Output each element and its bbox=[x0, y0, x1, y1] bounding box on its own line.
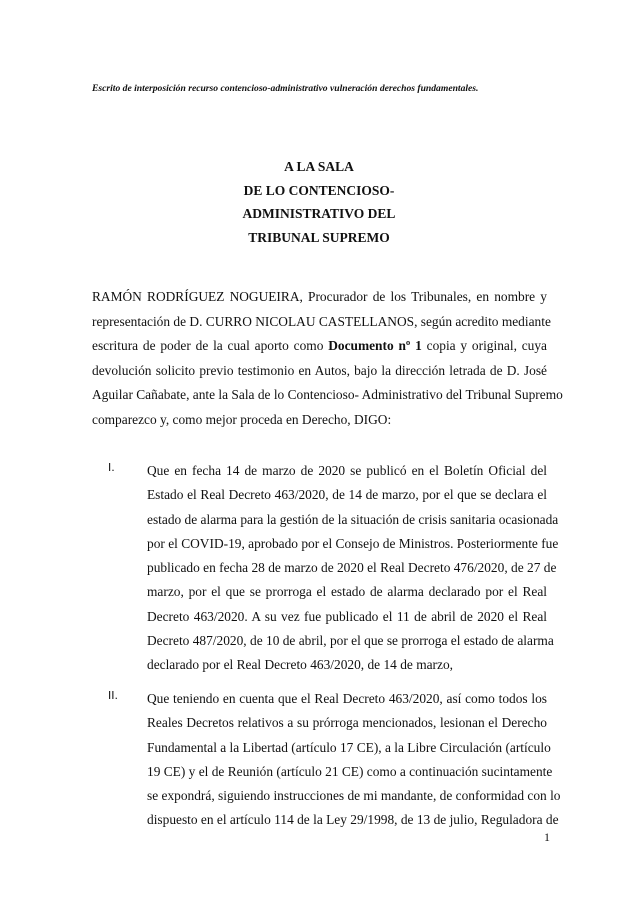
item-line: estado de alarma para la gestión de la situación de crisis sanitaria ocasionada bbox=[147, 511, 559, 527]
item-line: publicado en fecha 28 de marzo de 2020 el Real Decreto 476/2020, de 27 de bbox=[147, 560, 557, 576]
item-line: Estado el Real Decreto 463/2020, de 14 de marzo, por el que se declara el bbox=[147, 487, 547, 503]
intro-line bbox=[92, 334, 547, 359]
intro-line: Aguilar Cañabate, ante la Sala de lo Contencioso- Administrativo del Tribunal Supremo bbox=[92, 387, 563, 403]
intro-line-text: escritura de poder de la cual aporto como bbox=[92, 338, 329, 354]
item-body bbox=[147, 459, 559, 678]
item-line: se expondrá, siguiendo instrucciones de mi mandante, de conformidad con lo bbox=[147, 788, 561, 804]
item-line: declarado por el Real Decreto 463/2020, de 14 de marzo, bbox=[147, 657, 454, 673]
addressee-line: ADMINISTRATIVO DEL bbox=[242, 206, 396, 221]
addressee-block bbox=[0, 155, 638, 249]
item-line: Que en fecha 14 de marzo de 2020 se publicó en el Boletín Oficial del bbox=[147, 463, 547, 478]
intro-line: comparezco y, como mejor proceda en Derecho, DIGO: bbox=[92, 411, 392, 427]
item-line: dispuesto en el artículo 114 de la Ley 29/1998, de 13 de julio, Reguladora de bbox=[147, 812, 559, 828]
document-reference: Documento nº 1 bbox=[328, 338, 422, 354]
item-line: Decreto 463/2020. A su vez fue publicado el 11 de abril de 2020 el Real bbox=[147, 608, 547, 624]
item-line: Fundamental a la Libertad (artículo 17 CE), a la Libre Circulación (artículo bbox=[147, 739, 551, 755]
intro-paragraph bbox=[92, 285, 563, 433]
intro-line-text: copia y original, cuya bbox=[421, 338, 547, 354]
intro-line: representación de D. CURRO NICOLAU CASTELLANOS, según acredito mediante bbox=[92, 313, 551, 329]
item-line: 19 CE) y el de Reunión (artículo 21 CE) como a continuación sucintamente bbox=[147, 763, 553, 779]
item-body bbox=[147, 687, 561, 833]
item-number: II. bbox=[108, 689, 118, 702]
addressee-line: A LA SALA bbox=[284, 159, 354, 174]
page-number: 1 bbox=[544, 830, 550, 844]
addressee-line: DE LO CONTENCIOSO- bbox=[243, 182, 395, 198]
item-number: I. bbox=[108, 461, 115, 474]
item-line: Que teniendo en cuenta que el Real Decreto 463/2020, así como todos los bbox=[147, 691, 547, 706]
item-line: Decreto 487/2020, de 10 de abril, por el que se prorroga el estado de alarma bbox=[147, 633, 554, 649]
item-line: por el COVID-19, aprobado por el Consejo de Ministros. Posteriormente fue bbox=[147, 535, 559, 551]
intro-line: RAMÓN RODRÍGUEZ NOGUEIRA, Procurador de los Tribunales, en nombre y bbox=[92, 289, 547, 304]
item-line: Reales Decretos relativos a su prórroga mencionados, lesionan el Derecho bbox=[147, 715, 547, 731]
addressee-line: TRIBUNAL SUPREMO bbox=[248, 229, 390, 245]
document-header: Escrito de interposición recurso contencioso-administrativo vulneración derechos fundamentales. bbox=[92, 83, 479, 94]
intro-line: devolución solicito previo testimonio en Autos, bajo la dirección letrada de D. José bbox=[92, 362, 547, 378]
item-line: marzo, por el que se prorroga el estado de alarma declarado por el Real bbox=[147, 584, 547, 600]
